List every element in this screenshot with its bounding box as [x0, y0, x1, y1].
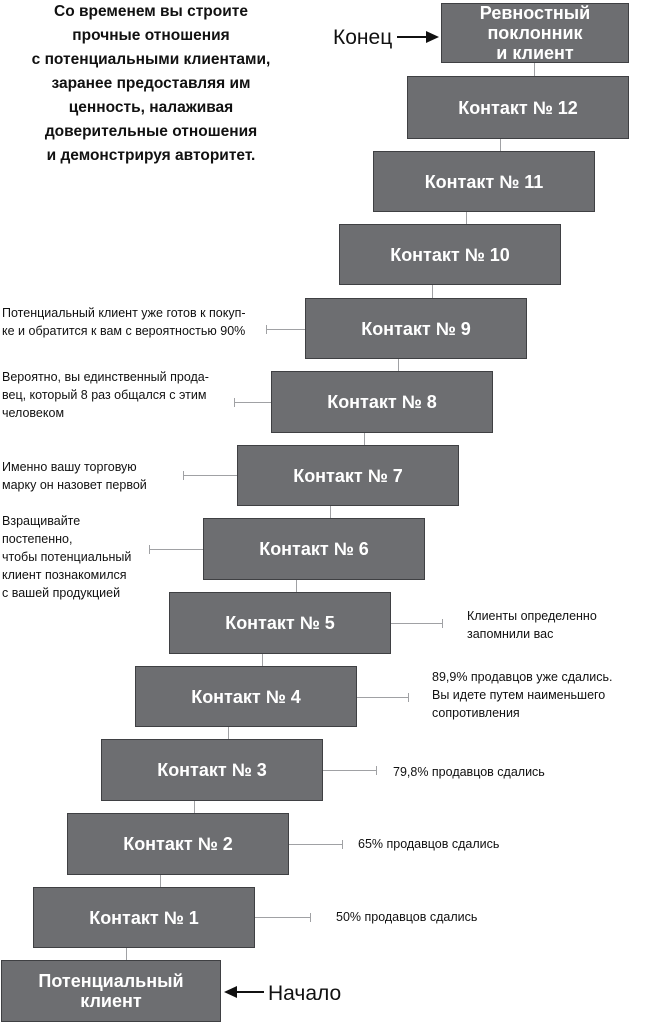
note-line: Взращивайте постепенно,	[2, 514, 81, 546]
start-arrow-icon	[224, 986, 264, 998]
step-label: Контакт № 3	[157, 760, 267, 780]
step-prospect-line: Потенциальный	[38, 971, 184, 991]
note-line: 65% продавцов сдались	[358, 837, 500, 851]
start-label: Начало	[268, 982, 342, 1005]
step-fan-line: и клиент	[496, 43, 574, 63]
note-line: вец, который 8 раз общался с этим	[2, 388, 207, 402]
note-line: человеком	[2, 406, 65, 420]
step-label: Контакт № 7	[293, 465, 403, 486]
end-label: Конец	[333, 26, 393, 49]
note-line: чтобы потенциальный	[2, 550, 132, 564]
intro-line: доверительные отношения	[44, 123, 258, 140]
intro-line: с потенциальными клиентами,	[31, 51, 271, 68]
end-arrow-icon	[397, 31, 439, 43]
note-line: Вероятно, вы единственный прода-	[2, 370, 209, 384]
note-line: марку он назовет первой	[2, 478, 147, 492]
note-line: 89,9% продавцов уже сдались.	[432, 670, 613, 684]
note-line: запомнили вас	[467, 627, 554, 641]
intro-line: заранее предоставляя им	[51, 75, 251, 92]
step-label: Контакт № 6	[259, 539, 369, 559]
step-fan-line: Ревностный поклонник	[479, 3, 591, 43]
intro-line: Со временем вы строите	[54, 3, 248, 20]
step-label: Контакт № 12	[458, 97, 578, 118]
intro-line: и демонстрируя авторитет.	[46, 147, 256, 164]
note-line: Клиенты определенно	[467, 609, 597, 623]
step-prospect-line: клиент	[80, 991, 142, 1011]
note-line: сопротивления	[432, 706, 520, 720]
intro-line: ценность, налаживая	[68, 99, 234, 116]
intro-line: прочные отношения	[72, 27, 230, 44]
note-line: 50% продавцов сдались	[336, 910, 478, 924]
step-label: Контакт № 5	[225, 613, 335, 633]
step-label: Контакт № 8	[327, 392, 437, 412]
step-label: Контакт № 10	[390, 244, 510, 265]
note-line: 79,8% продавцов сдались	[393, 765, 545, 779]
note-line: Именно вашу торговую	[2, 460, 137, 474]
note-line: Потенциальный клиент уже готов к покуп-	[2, 306, 246, 320]
note-line: ке и обратится к вам с вероятностью 90%	[2, 324, 246, 338]
note-line: Вы идете путем наименьшего	[432, 688, 606, 702]
note-line: клиент познакомился	[2, 568, 127, 582]
note-line: с вашей продукцией	[2, 586, 121, 600]
step-label: Контакт № 2	[123, 834, 233, 854]
step-label: Контакт № 11	[424, 171, 544, 192]
step-label: Контакт № 9	[361, 318, 471, 339]
step-label: Контакт № 4	[191, 686, 301, 707]
step-label: Контакт № 1	[89, 907, 199, 928]
